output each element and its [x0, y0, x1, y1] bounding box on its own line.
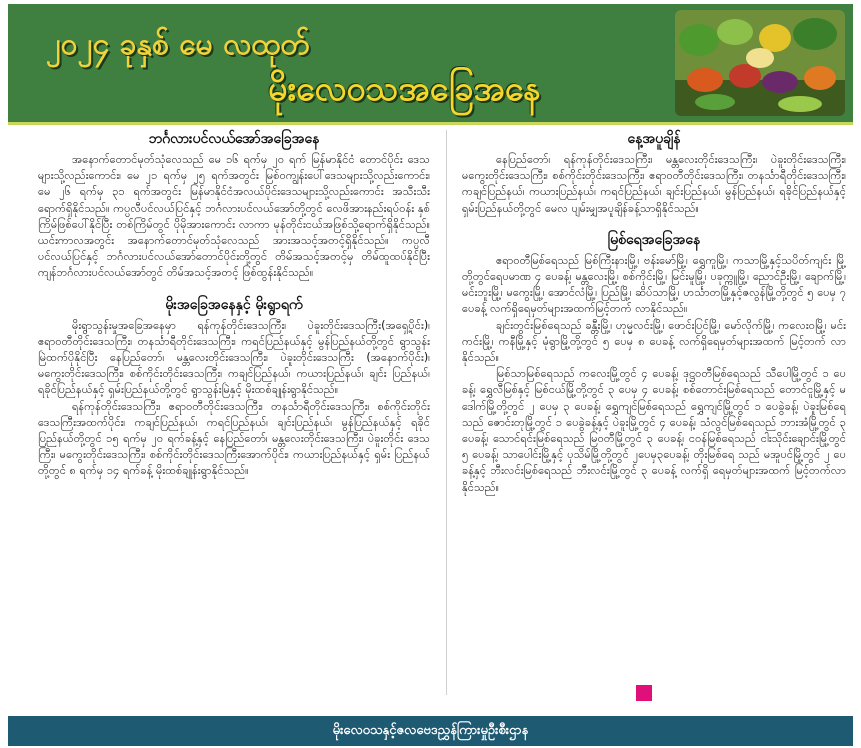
temperature-section [462, 128, 846, 217]
paragraph: ဧရာဝတီမြစ်ရေသည် မြစ်ကြီးနားမြို့၊ ဗန်းမော်မြို့၊ ရွှေကူမြို့၊ ကသာမြို့နှင့်သပိတ်ကျင်း မြို့တို့တွင်ရေပမာဏ ၄ ပေခန့်၊ မန္တလေးမြို့၊ စစ်ကိုင်းမြို့၊ မြင်းမူမြို့၊ ပခုက္ကူမြို့၊ ညောင်ဦးမြို့၊ ချောက်မြို့၊ မင်းဘူးမြို့၊ မကွေးမြို့၊ အောင်လံမြို့၊ ပြည်မြို့၊ ဆိပ်သာမြို့၊ ဟင်္သာတမြို့နှင့်ဇလွန်မြို့တို့တွင် ၅ ပေမှ ၇ ပေခန့် လက်ရှိရေမှတ်များအထက်မြင့်တက် လာနိုင်သည်။ [462, 253, 846, 316]
issue-date: ၂၀၂၄ ခုနှစ် မေ လထုတ် [46, 27, 310, 62]
paragraph: ရန်ကုန်တိုင်းဒေသကြီး၊ ဧရာဝတီတိုင်းဒေသကြီး၊ တနင်္သာရီတိုင်းဒေသကြီး၊ စစ်ကိုင်းတိုင်း ဒေသကြီးအထက်ပိုင်း၊ ကချင်ပြည်နယ်၊ ကရင်ပြည်နယ်၊ ချင်းပြည်နယ်၊ မွန်ပြည်နယ်နှင့် ရခိုင် ပြည်နယ်တို့တွင် ၁၅ ရက်မှ ၂၀ ရက်ခန့်နှင့် နေပြည်တော်၊ မန္တလေးတိုင်းဒေသကြီး၊ ပဲခူးတိုင်း ဒေသကြီး၊ မကွေးတိုင်းဒေသကြီး၊ စစ်ကိုင်းတိုင်းဒေသကြီးအောက်ပိုင်း၊ ကယားပြည်နယ်နှင့် ရှမ်း ပြည်နယ်တို့တွင် ၈ ရက်မှ ၁၄ ရက်ခန့် မိုးထစ်ချုန်းရွာနိုင်သည်။ [38, 399, 430, 478]
right-column [462, 128, 846, 508]
section-title: မြစ်ရေအခြေအနေ [607, 231, 701, 248]
section-title: မိုးအခြေအနေနှင့် မိုးရွာရက် [165, 296, 303, 313]
vegetables-photo [675, 10, 845, 116]
bay-of-bengal-section [38, 128, 430, 282]
header-banner [8, 4, 853, 125]
paragraph: မိုးရွာသွန်းမှုအခြေအနေမှာ ရန်ကုန်တိုင်းဒေသကြီး၊ ပဲခူးတိုင်းဒေသကြီး(အရှေ့ပိုင်း)၊ ဧရာဝတီတိုင်းဒေသကြီး၊ တနင်္သာရီတိုင်းဒေသကြီး၊ ကရင်ပြည်နယ်နှင့် မွန်ပြည်နယ်တို့တွင် ရွာသွန်းမြဲထက်ပိုနိုင်ပြီး နေပြည်တော်၊ မန္တလေးတိုင်းဒေသကြီး၊ ပဲခူးတိုင်းဒေသကြီး (အနောက်ပိုင်း)၊ မကွေးတိုင်းဒေသကြီး၊ စစ်ကိုင်းတိုင်းဒေသကြီး၊ ကချင်ပြည်နယ်၊ ကယားပြည်နယ်၊ ချင်း ပြည်နယ်၊ ရခိုင်ပြည်နယ်နှင့် ရှမ်းပြည်နယ်တို့တွင် ရွာသွန်းမြဲနှင့် မိုးထစ်ချုန်းရွာနိုင်သည်။ [38, 318, 430, 397]
paragraph: ချင်းတွင်းမြစ်ရေသည် ခန္တီးမြို့၊ ဟုမ္မလင်းမြို့၊ ဖောင်းပြင်မြို့၊ မော်လိုက်မြို့၊ ကလေးဝမြို့၊ မင်းကင်းမြို့၊ ကနီမြို့နှင့် မုံရွာမြို့တို့တွင် ၅ ပေမှ ၈ ပေခန့် လက်ရှိရေမှတ်များအထက် မြင့်တက် လာနိုင်သည်။ [462, 318, 846, 365]
paragraph: မြစ်သာမြစ်ရေသည် ကလေးမြို့တွင် ၄ ပေခန့်၊ ဒုဋ္ဌဝတီမြစ်ရေသည် သီပေါမြို့တွင် ၁ ပေခန့်၊ ရွှေလီမြစ်နှင့် မြစ်ငယ်မြို့တို့တွင် ၃ ပေမှ ၄ ပေခန့်၊ စစ်တောင်းမြစ်ရေသည် တောင်ငူမြို့နှင့် မဒေါက်မြို့တို့တွင် ၂ ပေမှ ၃ ပေခန့်၊ ရွှေကျင်မြစ်ရေသည် ရွှေကျင်မြို့တွင် ၁ ပေခွဲခန့်၊ ပဲခူးမြစ်ရေသည် ဇောင်းတုမြို့တွင် ၁ ပေခွဲခန့်နှင့် ပဲခူးမြို့တွင် ၄ ပေခန့်၊ သံလွင်မြစ်ရေသည် ဘားအံမြို့တွင် ၃ ပေခန့်၊ သောင်ရင်းမြစ်ရေသည် မြဝတီမြို့တွင် ၃ ပေခန့်၊ ငဝန်မြစ်ရေသည် ငါးသိုင်းချောင်းမြို့တွင် ၅ ပေခန့်၊ သာပေါင်းမြို့နှင့် ပုသိမ်မြို့တို့တွင် ၂ပေမှ၃ပေခန့်၊ တိုးမြစ်ရေ သည် မအူပင်မြို့တွင် ၂ ပေခန့်နှင့် ဘီးလင်းမြစ်ရေသည် ဘီးလင်းမြို့တွင် ၃ ပေခန့် လက်ရှိ ရေမှတ်များအထက် မြင့်တက်လာနိုင်သည်။ [462, 367, 846, 494]
paragraph: နေပြည်တော်၊ ရန်ကုန်တိုင်းဒေသကြီး၊ မန္တလေးတိုင်းဒေသကြီး၊ ပဲခူးတိုင်းဒေသကြီး၊ မကွေးတိုင်းဒေသကြီး၊ စစ်ကိုင်းတိုင်းဒေသကြီး၊ ဧရာဝတီတိုင်းဒေသကြီး၊ တနင်္သာရီတိုင်းဒေသကြီး၊ ကချင်ပြည်နယ်၊ ကယားပြည်နယ်၊ ကရင်ပြည်နယ်၊ ချင်းပြည်နယ်၊ မွန်ပြည်နယ်၊ ရခိုင်ပြည်နယ်နှင့် ရှမ်းပြည်နယ်တို့တွင် မေလ ပျမ်းမျှအပူချိန်ခန့်သာရှိနိုင်သည်။ [462, 153, 846, 215]
end-marker-square [636, 685, 652, 701]
section-title: နေ့အပူချိန် [627, 131, 681, 147]
river-level-section [462, 229, 846, 496]
rainfall-section [38, 294, 430, 480]
column-divider [446, 130, 447, 695]
paragraph: အနောက်တောင်မုတ်သုံလေသည် မေ ၁၆ ရက်မှ ၂၀ ရက် မြန်မာနိုင်ငံ တောင်ပိုင်း ဒေသများသို့လည်းကောင်း၊ မေ ၂၁ ရက်မှ ၂၅ ရက်အတွင်း မြစ်ဝကျွန်းပေါ်ဒေသများသို့လည်းကောင်း၊ မေ ၂၆ ရက်မှ ၃၁ ရက်အတွင်း မြန်မာနိုင်ငံအလယ်ပိုင်းဒေသများသို့လည်းကောင်း အသီးသီး ရောက်ရှိနိုင်သည်။ ကပ္ပလီပင်လယ်ပြင်နှင့် ဘင်္ဂလားပင်လယ်အော်တို့တွင် လေဖိအားနည်းရပ်ဝန်း နှစ်ကြိမ်ဖြစ်ပေါ်နိုင်ပြီး တစ်ကြိမ်တွင် ပိုမိုအားကောင်း လာကာ မုန်တိုင်းငယ်အဖြစ်သို့ရောက်ရှိနိုင်သည်။ ယင်းကာလအတွင်း အနောက်တောင်မုတ်သုံလေသည် အားအသင့်အတင့်ရှိနိုင်သည်။ ကပ္ပလီပင်လယ်ပြင်နှင့် ဘင်္ဂလားပင်လယ်အော်တောင်ပိုင်းတို့တွင် တိမ်အသင့်အတင့်မှ တိမ်ထူထပ်နိုင်ပြီး ကျန်ဘင်္ဂလားပင်လယ်အော်တွင် တိမ်အသင့်အတင့် ဖြစ်ထွန်းနိုင်သည်။ [38, 153, 430, 280]
left-column [38, 128, 430, 492]
footer-department: မိုးလေဝသနှင့်ဇလဗေဒညွှန်ကြားမှုဦးစီးဌာန [8, 716, 853, 746]
page-title: မိုးလေဝသအခြေအနေ [268, 69, 541, 109]
vegetables-photo-icon [675, 10, 845, 116]
section-title: ဘင်္ဂလားပင်လယ်အော်အခြေအနေ [148, 131, 320, 147]
